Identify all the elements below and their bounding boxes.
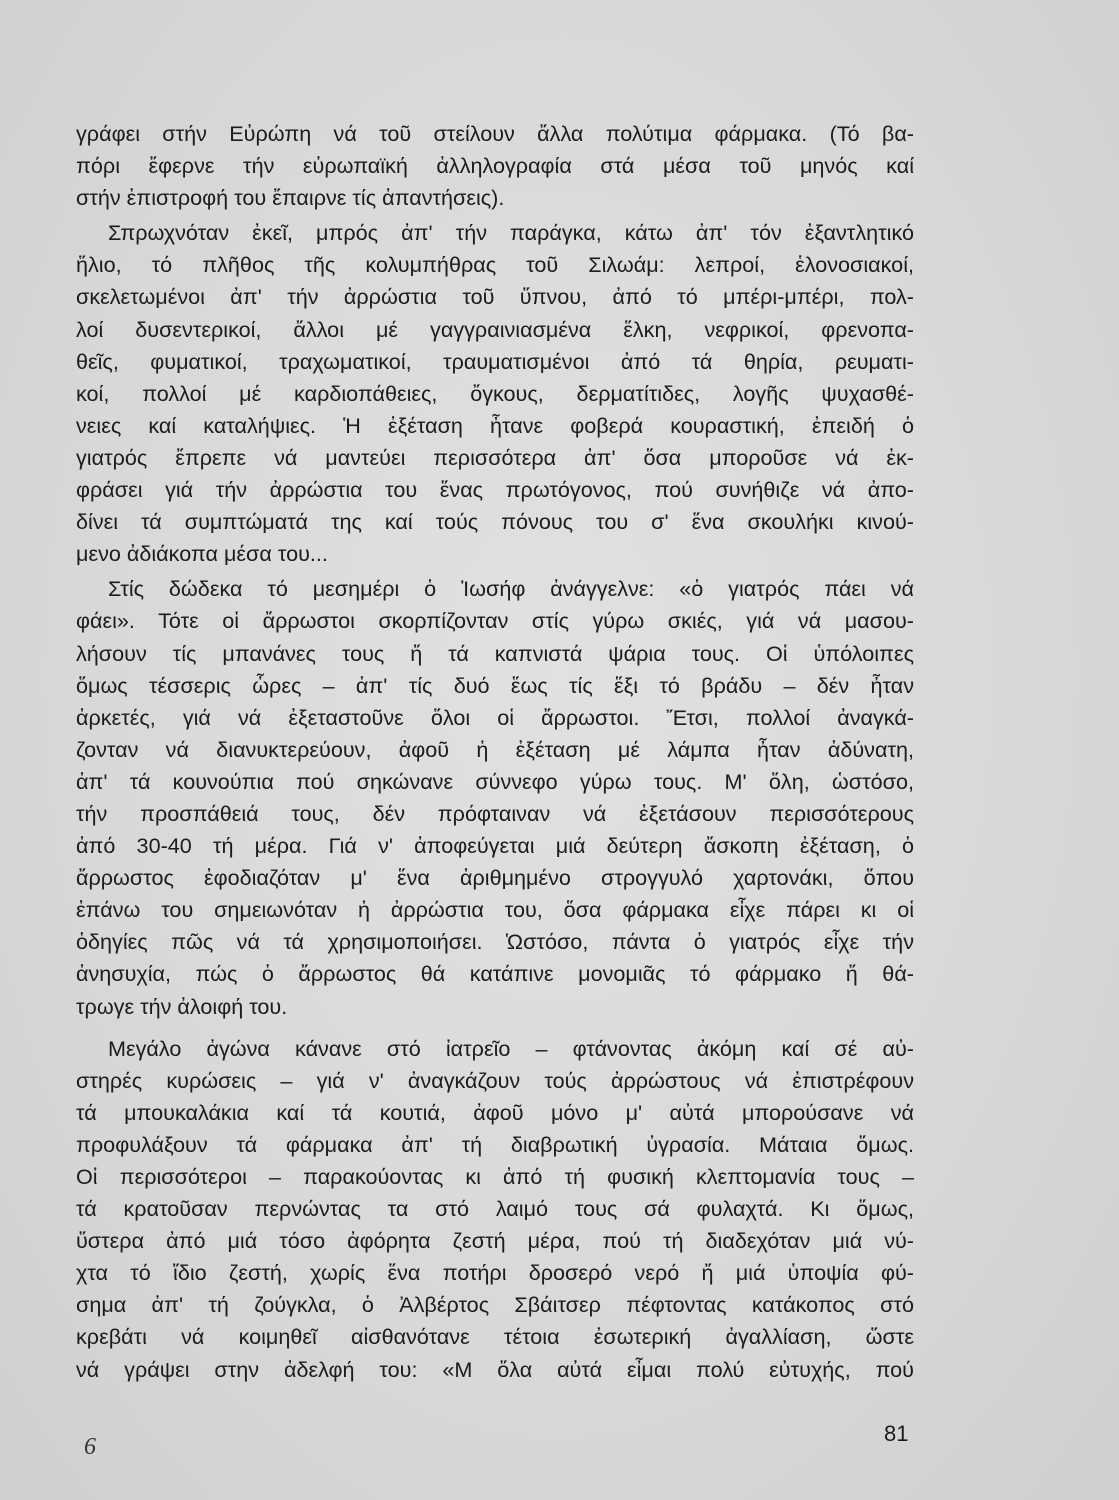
margin-mark: 6 xyxy=(84,1434,96,1460)
text-line: ἄρρωστος ἐφοδιαζόταν μ' ἕνα ἀριθμημένο στρογγυλό χαρτονάκι, ὅπου xyxy=(76,865,914,891)
text-line: ἥλιο, τό πλῆθος τῆς κολυμπήθρας τοῦ Σιλωάμ: λεπροί, ἑλονοσιακοί, xyxy=(76,252,914,278)
text-line: ἀπ' τά κουνούπια πού σηκώνανε σύννεφο γύρω τους. Μ' ὅλη, ὡστόσο, xyxy=(76,768,914,794)
paragraph-start: Μεγάλο ἀγώνα κάνανε στό ἰατρεῖο – φτάνοντας ἀκόμη καί σέ αὐ- xyxy=(108,1035,914,1061)
text-line: λήσουν τίς μπανάνες τους ἤ τά καπνιστά ψάρια τους. Οἱ ὑπόλοιπες xyxy=(76,640,914,666)
text-line: ζονταν νά διανυκτερεύουν, ἀφοῦ ἡ ἐξέταση μέ λάμπα ἦταν ἀδύνατη, xyxy=(76,736,914,762)
text-line: τρωγε τήν ἀλοιφή του. xyxy=(76,993,288,1019)
text-line: κρεβάτι νά κοιμηθεῖ αἰσθανότανε τέτοια ἐσωτερική ἀγαλλίαση, ὥστε xyxy=(76,1324,914,1350)
text-line: νά γράψει στην ἀδελφή του: «Μ ὅλα αὐτά εἶμαι πολύ εὐτυχής, πού xyxy=(76,1356,914,1382)
text-line: σκελετωμένοι ἀπ' τήν ἀρρώστια τοῦ ὕπνου, ἀπό τό μπέρι-μπέρι, πολ- xyxy=(76,284,914,310)
paragraph-start: Στίς δώδεκα τό μεσημέρι ὁ Ἰωσήφ ἀνάγγελνε: «ὁ γιατρός πάει νά xyxy=(108,576,914,602)
body-text xyxy=(76,118,914,1386)
text-line: πόρι ἔφερνε τήν εὐρωπαϊκή ἀλληλογραφία στά μέσα τοῦ μηνός καί xyxy=(76,153,914,179)
text-line: προφυλάξουν τά φάρμακα ἀπ' τή διαβρωτική ὑγρασία. Μάταια ὅμως. xyxy=(76,1131,914,1157)
text-line: μενο ἀδιάκοπα μέσα του... xyxy=(76,541,328,567)
text-line: στηρές κυρώσεις – γιά ν' ἀναγκάζουν τούς ἀρρώστους νά ἐπιστρέφουν xyxy=(76,1067,914,1093)
text-line: στήν ἐπιστροφή του ἔπαιρνε τίς ἀπαντήσεις). xyxy=(76,185,505,211)
text-line: ὕστερα ἀπό μιά τόσο ἀφόρητα ζεστή μέρα, πού τή διαδεχόταν μιά νύ- xyxy=(76,1228,914,1254)
text-line: τά κρατοῦσαν περνώντας τα στό λαιμό τους σά φυλαχτά. Κι ὅμως, xyxy=(76,1196,914,1222)
text-line: νειες καί καταλήψιες. Ἡ ἐξέταση ἦτανε φοβερά κουραστική, ἐπειδή ὁ xyxy=(76,412,914,438)
text-line: κοί, πολλοί μέ καρδιοπάθειες, ὄγκους, δερματίτιδες, λογῆς ψυχασθέ- xyxy=(76,380,914,406)
text-line: λοί δυσεντερικοί, ἄλλοι μέ γαγγραινιασμένα ἕλκη, νεφρικοί, φρενοπα- xyxy=(76,316,914,342)
text-line: ἀρκετές, γιά νά ἐξεταστοῦνε ὅλοι οἱ ἄρρωστοι. Ἔτσι, πολλοί ἀναγκά- xyxy=(76,704,914,730)
page-number: 81 xyxy=(884,1421,909,1446)
text-line: ὁδηγίες πῶς νά τά χρησιμοποιήσει. Ὡστόσο, πάντα ὁ γιατρός εἶχε τήν xyxy=(76,929,914,955)
text-line: φάει». Τότε οἱ ἄρρωστοι σκορπίζονταν στίς γύρω σκιές, γιά νά μασου- xyxy=(76,608,914,634)
text-line: τήν προσπάθειά τους, δέν πρόφταιναν νά ἐξετάσουν περισσότερους xyxy=(76,800,914,826)
text-line: Οἱ περισσότεροι – παρακούοντας κι ἀπό τή φυσική κλεπτομανία τους – xyxy=(76,1164,914,1189)
text-line: ἀνησυχία, πώς ὁ ἄρρωστος θά κατάπινε μονομιᾶς τό φάρμακο ἤ θά- xyxy=(76,961,914,987)
text-line: τά μπουκαλάκια καί τά κουτιά, ἀφοῦ μόνο μ' αὐτά μπορούσανε νά xyxy=(76,1099,914,1125)
text-line: σημα ἀπ' τή ζούγκλα, ὁ Ἀλβέρτος Σβάιτσερ πέφτοντας κατάκοπος στό xyxy=(76,1292,914,1318)
text-line: ὅμως τέσσερις ὧρες – ἀπ' τίς δυό ἕως τίς ἕξι τό βράδυ – δέν ἦταν xyxy=(76,672,914,698)
text-line: γιατρός ἔπρεπε νά μαντεύει περισσότερα ἀπ' ὅσα μποροῦσε νά ἐκ- xyxy=(76,444,914,470)
text-line: φράσει γιά τήν ἀρρώστια του ἕνας πρωτόγονος, πού συνήθιζε νά ἀπο- xyxy=(76,477,914,503)
text-line: γράφει στήν Εὐρώπη νά τοῦ στείλουν ἄλλα πολύτιμα φάρμακα. (Τό βα- xyxy=(76,121,914,146)
text-line: ἐπάνω του σημειωνόταν ἡ ἀρρώστια του, ὅσα φάρμακα εἶχε πάρει κι οἱ xyxy=(76,897,914,923)
text-line: χτα τό ἴδιο ζεστή, χωρίς ἕνα ποτήρι δροσερό νερό ἤ μιά ὑποψία φύ- xyxy=(76,1260,914,1286)
text-line: ἀπό 30-40 τή μέρα. Γιά ν' ἀποφεύγεται μιά δεύτερη ἄσκοπη ἐξέταση, ὁ xyxy=(76,833,914,859)
text-line: δίνει τά συμπτώματά της καί τούς πόνους του σ' ἕνα σκουλήκι κινού- xyxy=(76,509,914,535)
text-line: θεῖς, φυματικοί, τραχωματικοί, τραυματισμένοι ἀπό τά θηρία, ρευματι- xyxy=(76,348,914,374)
paragraph-start: Σπρωχνόταν ἐκεῖ, μπρός ἀπ' τήν παράγκα, κάτω ἀπ' τόν ἐξαντλητικό xyxy=(108,220,914,246)
